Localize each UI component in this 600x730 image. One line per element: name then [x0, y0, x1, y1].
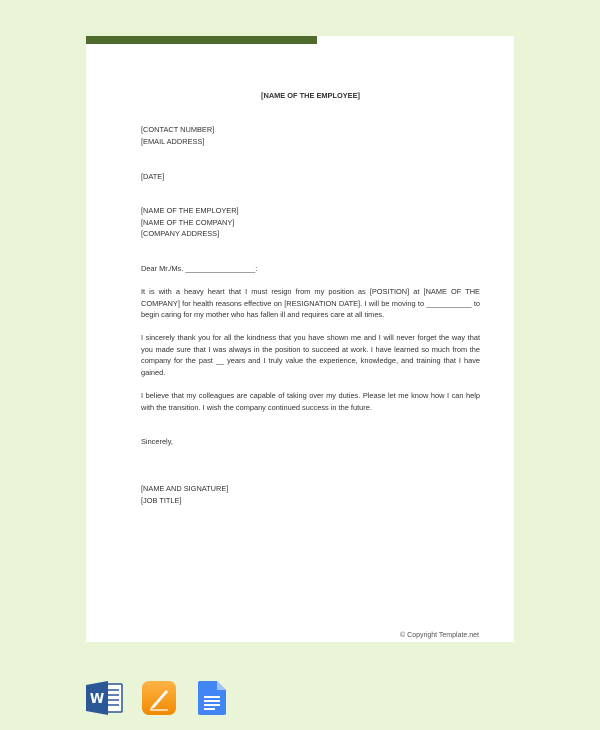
email-address: [EMAIL ADDRESS]: [141, 136, 205, 146]
closing: Sincerely,: [141, 437, 173, 446]
letter-date: [DATE]: [141, 172, 165, 181]
template-header-bar: [86, 36, 317, 44]
paragraph-3-text: I believe that my colleagues are capable of taking over my duties. Please let me know how I can help with the transition. I wish the company continued success in the future.: [141, 391, 480, 412]
sheet-top-edge: [317, 36, 514, 44]
google-docs-icon[interactable]: [198, 681, 226, 720]
paragraph-2-text: I sincerely thank you for all the kindness that you have shown me and I will never forget the way that you made sure that I was always in the position to succeed at work. I have learned so much from the company for the past __ years and I truly value the experience, knowledge, and training that I have gained.: [141, 333, 480, 377]
closing-block: [141, 436, 480, 448]
paragraph-1: [141, 286, 480, 321]
paragraph-3: [141, 390, 480, 413]
employer-name: [NAME OF THE EMPLOYER]: [141, 206, 239, 215]
contact-block: [141, 124, 480, 147]
employee-name-title: [NAME OF THE EMPLOYEE]: [261, 91, 360, 100]
letter-sheet: [86, 44, 514, 642]
svg-text:W: W: [89, 692, 105, 707]
paragraph-2: [141, 332, 480, 378]
word-icon[interactable]: [86, 681, 124, 720]
signature-block: [141, 483, 480, 506]
date-block: [141, 171, 480, 183]
company-name: [NAME OF THE COMPANY]: [141, 217, 235, 227]
contact-number: [CONTACT NUMBER]: [141, 125, 215, 134]
company-address: [COMPANY ADDRESS]: [141, 229, 220, 239]
signature: [NAME AND SIGNATURE]: [141, 484, 229, 493]
job-title: [JOB TITLE]: [141, 495, 182, 505]
salutation: Dear Mr./Ms. _________________:: [141, 264, 258, 273]
copyright-footer: © Copyright Template.net: [400, 632, 479, 639]
paragraph-1-text: It is with a heavy heart that I must resign from my position as [POSITION] at [NAME OF THE COMPANY] for health reasons effective on [RESIGNATION DATE]. I will be moving to ___________ to begin caring for my mother who has fallen ill and requires care at all times.: [141, 287, 480, 320]
pages-icon[interactable]: [142, 681, 176, 720]
recipient-block: [141, 205, 480, 240]
salutation-block: [141, 263, 480, 275]
